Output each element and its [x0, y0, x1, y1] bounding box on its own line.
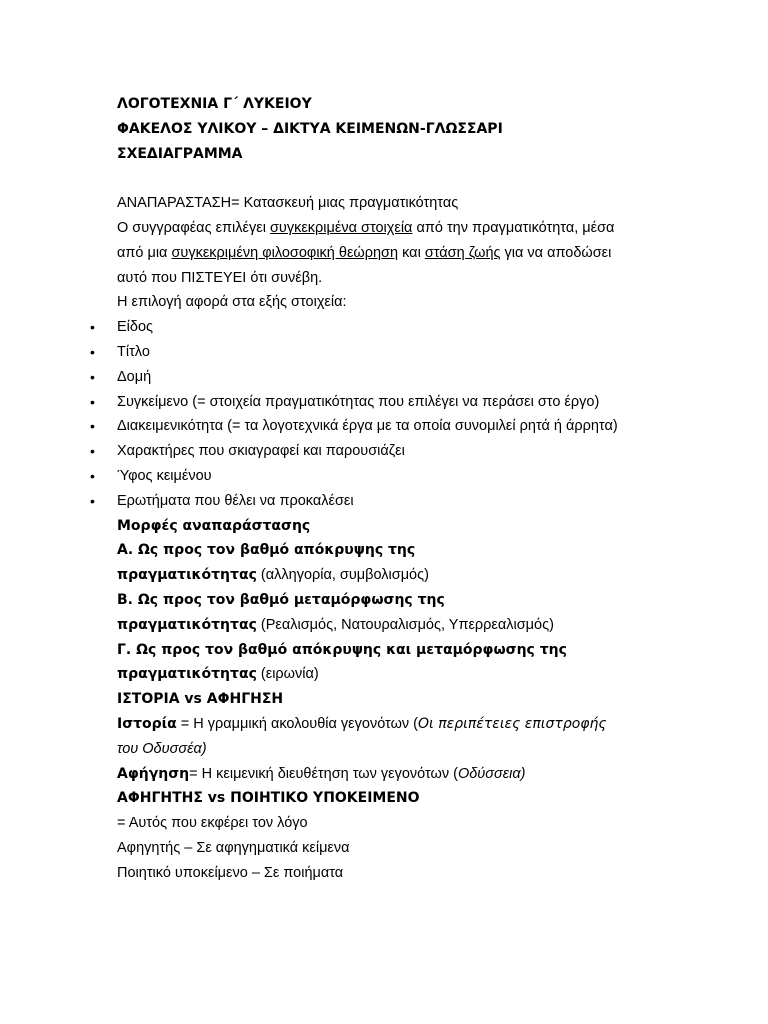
representation-definition: ΑΝΑΠΑΡΑΣΤΑΣΗ= Κατασκευή μιας πραγματικότητας: [117, 195, 459, 212]
intro-line-4: Η επιλογή αφορά στα εξής στοιχεία:: [117, 294, 347, 311]
bold-text: πραγματικότητας: [117, 616, 257, 633]
narrator-line-3: Ποιητικό υποκείμενο – Σε ποιήματα: [117, 864, 344, 881]
list-item: [90, 340, 677, 365]
bullet-icon: •: [90, 418, 95, 435]
bold-text: πραγματικότητας: [117, 567, 257, 584]
intro-line-1: [117, 216, 677, 241]
underlined-text: συγκεκριμένα στοιχεία: [269, 219, 413, 236]
narrator-line-2: Αφηγητής – Σε αφηγηματικά κείμενα: [117, 839, 350, 856]
elements-list: [90, 315, 677, 513]
italic-text: Οδύσσεια): [457, 765, 526, 782]
list-item-text: Ερωτήματα που θέλει να προκαλέσει: [117, 492, 354, 509]
text-run: (Ρεαλισμός, Νατουραλισμός, Υπερρεαλισμός): [256, 616, 554, 633]
list-item: [90, 414, 657, 439]
text-run: (ειρωνία): [256, 666, 319, 683]
bold-text: πραγματικότητας: [117, 666, 257, 683]
list-item-text: Χαρακτήρες που σκιαγραφεί και παρουσιάζει: [117, 443, 405, 460]
form-b-line-2: [117, 613, 677, 638]
list-item-text: Διακειμενικότητα (= τα λογοτεχνικά έργα με τα οποία συνομιλεί ρητά ή άρρητα): [117, 418, 618, 435]
text-run: από την πραγματικότητα, μέσα: [412, 219, 615, 236]
form-a-line-2: [117, 563, 677, 588]
bullet-icon: •: [90, 368, 95, 385]
list-item: [90, 464, 677, 489]
list-item: [90, 489, 677, 514]
text-run: = Η γραμμική ακολουθία γεγονότων (: [176, 715, 418, 732]
bullet-icon: •: [90, 467, 95, 484]
italic-text: Οι περιπέτειες επιστροφής: [418, 715, 607, 732]
text-run: και: [398, 244, 425, 261]
bullet-icon: •: [90, 443, 95, 460]
text-run: από μια: [117, 244, 172, 261]
narration-definition: [117, 762, 677, 787]
bullet-icon: •: [90, 343, 95, 360]
underlined-text: συγκεκριμένη φιλοσοφική θεώρηση: [171, 244, 399, 261]
bullet-icon: •: [90, 492, 95, 509]
text-run: = Η κειμενική διευθέτηση των γεγονότων (: [189, 765, 458, 782]
narrator-heading: ΑΦΗΓΗΤΗΣ vs ΠΟΙΗΤΙΚΟ ΥΠΟΚΕΙΜΕΝΟ: [117, 790, 420, 807]
story-heading: ΙΣΤΟΡΙΑ vs ΑΦΗΓΗΣΗ: [117, 691, 284, 708]
text-run: για να αποδώσει: [500, 244, 612, 261]
text-run: Ο συγγραφέας επιλέγει: [117, 219, 270, 236]
list-item: [90, 439, 677, 464]
list-item: [90, 390, 677, 415]
form-c-line-2: [117, 662, 677, 687]
narrator-line-1: = Αυτός που εκφέρει τον λόγο: [117, 815, 308, 832]
list-item: [90, 315, 677, 340]
bullet-icon: •: [90, 319, 95, 336]
header-title: ΛΟΓΟΤΕΧΝΙΑ Γ΄ ΛΥΚΕΙΟΥ: [117, 96, 312, 112]
bold-text: Αφήγηση: [117, 765, 190, 782]
document-body: [90, 92, 677, 886]
form-c-line-1: Γ. Ως προς τον βαθμό απόκρυψης και μεταμόρφωσης της: [117, 641, 567, 658]
list-item-text: Τίτλο: [117, 343, 150, 360]
bullet-icon: •: [90, 393, 95, 410]
list-item-text: Δομή: [117, 368, 152, 385]
form-b-line-1: Β. Ως προς τον βαθμό μεταμόρφωσης της: [117, 591, 445, 608]
list-item: [90, 365, 677, 390]
intro-line-3: αυτό που ΠΙΣΤΕΥΕΙ ότι συνέβη.: [117, 269, 323, 286]
list-item-text: Συγκείμενο (= στοιχεία πραγματικότητας που επιλέγει να περάσει στο έργο): [117, 393, 600, 410]
intro-line-2: [117, 241, 677, 266]
header-outline: ΣΧΕΔΙΑΓΡΑΜΜΑ: [117, 145, 243, 162]
list-item-text: Ύφος κειμένου: [117, 467, 212, 484]
story-definition-line-2: του Οδυσσέα): [117, 740, 207, 757]
text-run: (αλληγορία, συμβολισμός): [256, 567, 429, 584]
form-a-line-1: Α. Ως προς τον βαθμό απόκρυψης της: [117, 542, 416, 559]
story-definition-line-1: [117, 712, 677, 737]
list-item-text: Είδος: [117, 319, 154, 336]
underlined-text: στάση ζωής: [424, 244, 501, 261]
bold-text: Ιστορία: [117, 715, 177, 732]
header-subtitle: ΦΑΚΕΛΟΣ ΥΛΙΚΟΥ – ΔΙΚΤΥΑ ΚΕΙΜΕΝΩΝ-ΓΛΩΣΣΑΡΙ: [117, 120, 503, 137]
forms-heading: Μορφές αναπαράστασης: [117, 517, 311, 534]
spacer: [117, 166, 677, 191]
